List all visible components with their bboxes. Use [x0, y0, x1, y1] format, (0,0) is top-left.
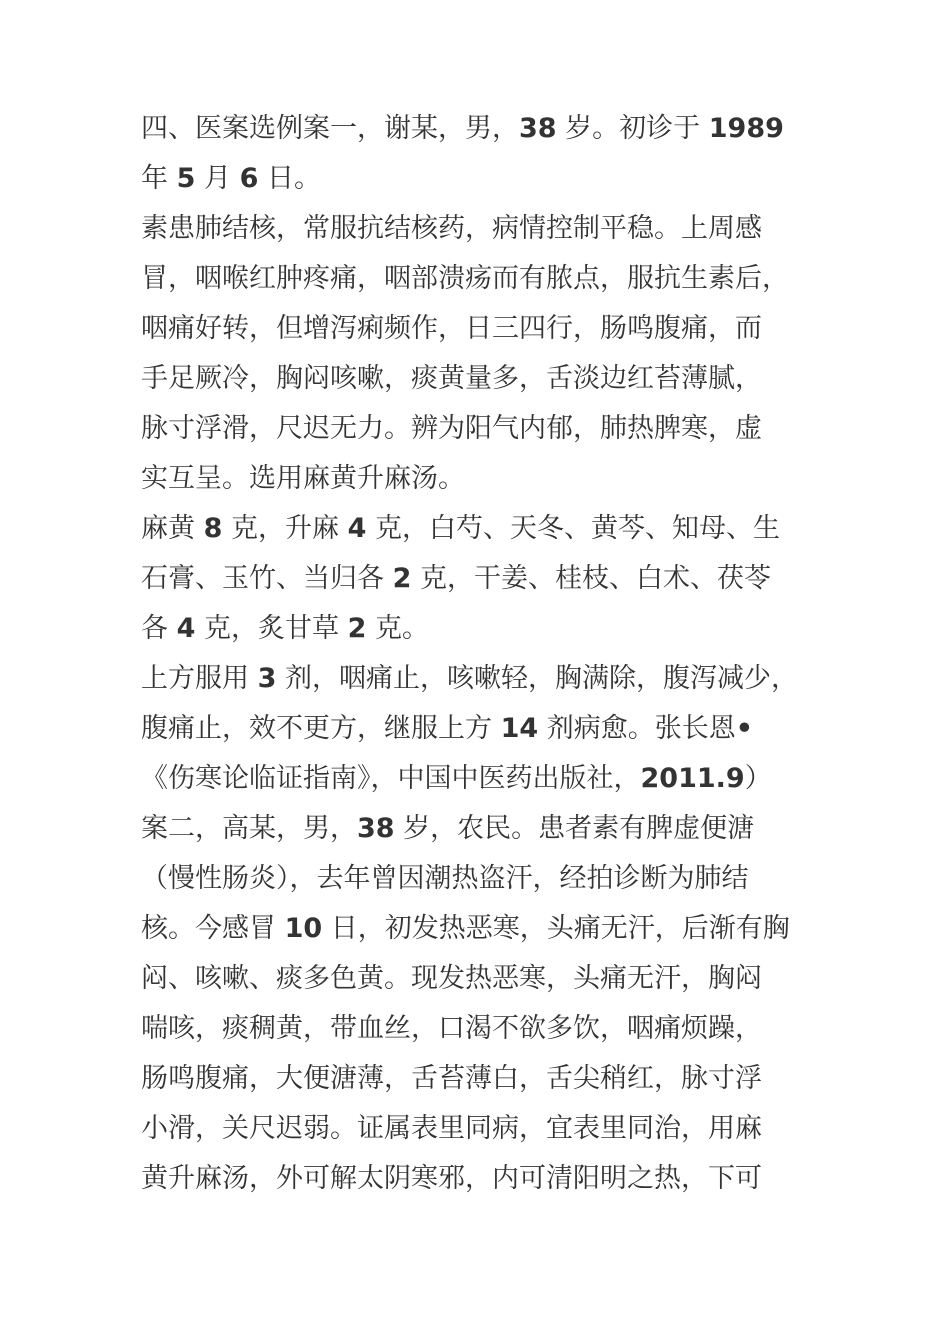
text-line [141, 1154, 831, 1204]
number-text: 1989 [708, 113, 784, 144]
number-text: 2 [392, 563, 412, 594]
body-text: 月 [195, 163, 240, 194]
body-text: 黄升麻汤，外可解太阴寒邪，内可清阳明之热，下可 [141, 1163, 762, 1194]
body-text: 小滑，关尺迟弱。证属表里同病，宜表里同治，用麻 [141, 1113, 762, 1144]
text-line [141, 954, 831, 1004]
body-text: 克，白芍、天冬、黄芩、知母、生 [366, 513, 780, 544]
number-text: • [735, 713, 754, 744]
text-line [141, 854, 831, 904]
body-text: 素患肺结核，常服抗结核药，病情控制平稳。上周感 [141, 213, 762, 244]
number-text: 6 [239, 163, 259, 194]
text-line [141, 454, 831, 504]
body-text: 克，干姜、桂枝、白术、茯苓 [411, 563, 771, 594]
body-text: 各 [141, 613, 177, 644]
number-text: 3 [257, 663, 277, 694]
number-text: 38 [519, 113, 557, 144]
text-line [141, 554, 831, 604]
body-text: 案二，高某，男， [141, 813, 357, 844]
text-line [141, 104, 831, 154]
text-line [141, 254, 831, 304]
body-text: 咽痛好转，但增泻痢频作，日三四行，肠鸣腹痛，而 [141, 313, 762, 344]
number-text: 4 [176, 613, 196, 644]
body-text: 岁，农民。患者素有脾虚便溏 [394, 813, 755, 844]
body-text: 克，炙甘草 [195, 613, 348, 644]
text-line [141, 154, 831, 204]
body-text: ） [744, 763, 772, 794]
body-text: 脉寸浮滑，尺迟无力。辨为阳气内郁，肺热脾寒，虚 [141, 413, 762, 444]
body-text: 核。今感冒 [141, 913, 285, 944]
text-line [141, 704, 831, 754]
body-text: 克，升麻 [222, 513, 348, 544]
body-text: 剂，咽痛止，咳嗽轻，胸满除，腹泻减少， [276, 663, 798, 694]
body-text: 日。 [258, 163, 321, 194]
text-line [141, 204, 831, 254]
body-text: 手足厥冷，胸闷咳嗽，痰黄量多，舌淡边红苔薄腻， [141, 363, 762, 394]
number-text: 5 [176, 163, 196, 194]
text-line [141, 1104, 831, 1154]
text-line [141, 304, 831, 354]
body-text: 肠鸣腹痛，大便溏薄，舌苔薄白，舌尖稍红，脉寸浮 [141, 1063, 762, 1094]
number-text: 38 [357, 813, 395, 844]
text-line [141, 504, 831, 554]
text-line [141, 904, 831, 954]
number-text: 14 [500, 713, 539, 744]
body-text: （慢性肠炎），去年曾因潮热盗汗，经拍诊断为肺结 [141, 863, 749, 894]
body-text: 喘咳，痰稠黄，带血丝，口渴不欲多饮，咽痛烦躁， [141, 1013, 762, 1044]
body-text: 闷、咳嗽、痰多色黄。现发热恶寒，头痛无汗，胸闷 [141, 963, 762, 994]
body-text: 岁。初诊于 [556, 113, 709, 144]
body-text: 麻黄 [141, 513, 204, 544]
body-text: 日，初发热恶寒，头痛无汗，后渐有胸 [322, 913, 790, 944]
body-text: 《伤寒论临证指南》，中国中医药出版社， [141, 763, 641, 794]
number-text: 4 [347, 513, 367, 544]
body-text: 实互呈。选用麻黄升麻汤。 [141, 463, 465, 494]
body-text: 上方服用 [141, 663, 258, 694]
document-body [141, 104, 831, 1204]
number-text: 8 [203, 513, 223, 544]
text-line [141, 354, 831, 404]
body-text: 腹痛止，效不更方，继服上方 [141, 713, 501, 744]
number-text: 2 [347, 613, 367, 644]
text-line [141, 404, 831, 454]
body-text: 四、医案选例案一，谢某，男， [141, 113, 519, 144]
body-text: 年 [141, 163, 177, 194]
number-text: 10 [284, 913, 323, 944]
text-line [141, 1054, 831, 1104]
text-line [141, 654, 831, 704]
body-text: 克。 [366, 613, 429, 644]
body-text: 剂病愈。张长恩 [538, 713, 736, 744]
text-line [141, 804, 831, 854]
text-line [141, 1004, 831, 1054]
body-text: 石膏、玉竹、当归各 [141, 563, 393, 594]
text-line [141, 754, 831, 804]
body-text: 冒，咽喉红肿疼痛，咽部溃疡而有脓点，服抗生素后， [141, 263, 789, 294]
text-line [141, 604, 831, 654]
number-text: 2011.9 [640, 763, 745, 794]
